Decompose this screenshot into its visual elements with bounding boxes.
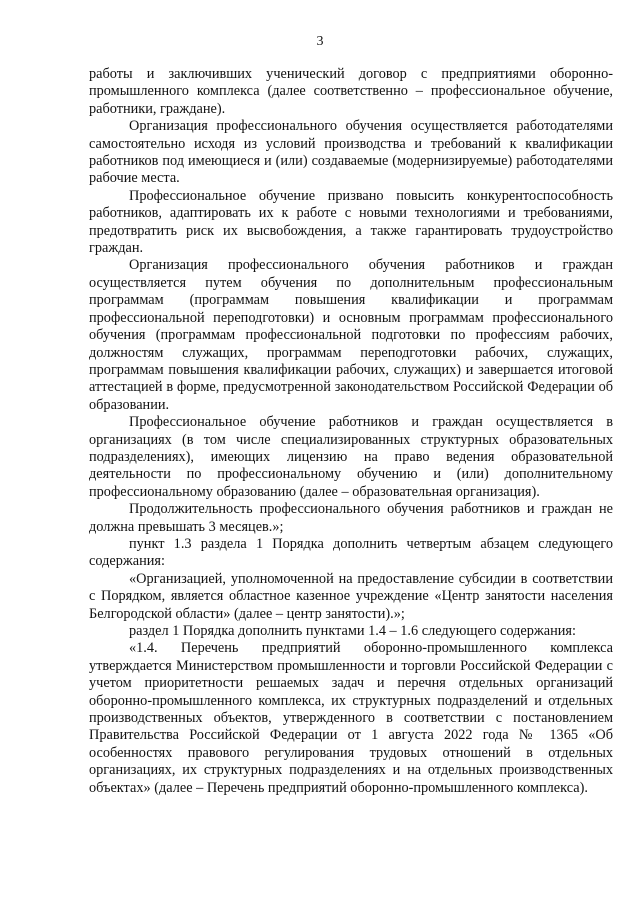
paragraph-training-programs: Организация профессионального обучения работников и граждан осуществляется путем обучения по дополнительным профессиональным программам (программам повышения квалификации и программам профессиональной переподготовки) и основным программам профессионального обучения (программам профессиональной подготовки по профессиям рабочих, должностям служащих, программам переподготовки рабочих, служащих, программам повышения квалификации рабочих, служащих) и завершается итоговой аттестацией в форме, предусмотренной законодательством Российской Федерации об образовании. [89, 257, 613, 413]
paragraph-employment-center: «Организацией, уполномоченной на предоставление субсидии в соответствии с Порядком, является областное казенное учреждение «Центр занятости населения Белгородской области» (далее – центр занятости).»; [89, 570, 613, 622]
paragraph-clause-1-4: «1.4. Перечень предприятий оборонно-промышленного комплекса утверждается Министерством промышленности и торговли Российской Федерации с учетом приоритетности решаемых задач и перечня отдельных организаций оборонно-промышленного комплекса, их структурных подразделений и отдельных производственных объектов, утвержденного в соответствии с постановлением Правительства Российской Федерации от 1 августа 2022 года № 1365 «Об особенностях правового регулирования трудовых отношений в отдельных организациях, их структурных подразделениях и на отдельных производственных объектах» (далее – Перечень предприятий оборонно-промышленного комплекса). [89, 640, 613, 796]
paragraph-amendment-1-3: пункт 1.3 раздела 1 Порядка дополнить четвертым абзацем следующего содержания: [89, 535, 613, 570]
paragraph-organization-by-employers: Организация профессионального обучения осуществляется работодателями самостоятельно исходя из условий производства и требований к квалификации работников под имеющиеся и (или) создаваемые (модернизируемые) работодателями рабочие места. [89, 118, 613, 187]
paragraph-licensed-organizations: Профессиональное обучение работников и граждан осуществляется в организациях (в том числе специализированных структурных образовательных подразделениях), имеющих лицензию на право ведения образовательной деятельности по профессиональному обучению и (или) дополнительному профессиональному образованию (далее – образовательная организация). [89, 414, 613, 500]
paragraph-competitiveness: Профессиональное обучение призвано повысить конкурентоспособность работников, адаптировать их к работе с новыми технологиями и требованиями, предотвратить риск их высвобождения, а также гарантировать трудоустройство граждан. [89, 187, 613, 257]
document-body [89, 66, 613, 797]
paragraph-continuation: работы и заключивших ученический договор с предприятиями оборонно-промышленного комплекса (далее соответственно – профессиональное обучение, работники, граждане). [89, 66, 613, 117]
paragraph-amendment-section-1: раздел 1 Порядка дополнить пунктами 1.4 – 1.6 следующего содержания: [129, 623, 576, 639]
paragraph-duration: Продолжительность профессионального обучения работников и граждан не должна превышать 3 месяцев.»; [89, 501, 613, 535]
page-number: 3 [316, 34, 324, 49]
